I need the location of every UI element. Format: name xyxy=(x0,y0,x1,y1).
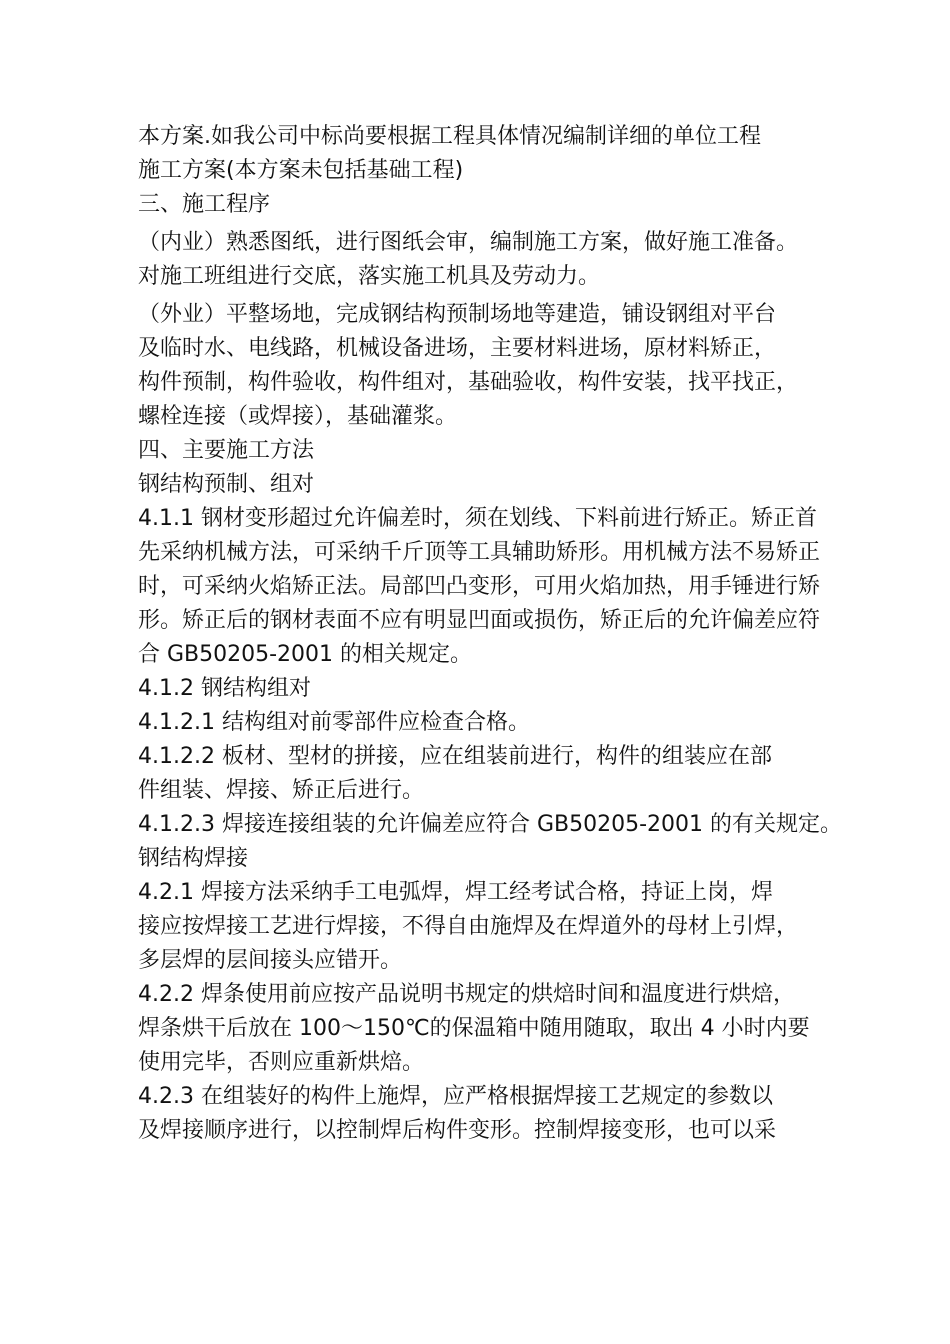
section-heading: 四、主要施工方法 xyxy=(138,438,315,463)
text-line: 焊条烘干后放在 100～150℃的保温箱中随用随取，取出 4 小时内要 xyxy=(138,1016,810,1041)
text-line: 及临时水、电线路，机械设备进场，主要材料进场，原材料矫正， xyxy=(138,336,777,361)
text-line: 本方案.如我公司中标尚要根据工程具体情况编制详细的单位工程 xyxy=(138,124,761,149)
text-line: 件组装、焊接、矫正后进行。 xyxy=(138,778,425,803)
text-line: 构件预制，构件验收，构件组对，基础验收，构件安装，找平找正， xyxy=(138,370,799,395)
text-line: 4.2.2 焊条使用前应按产品说明书规定的烘焙时间和温度进行烘焙， xyxy=(138,982,795,1007)
text-line: 使用完毕，否则应重新烘焙。 xyxy=(138,1050,425,1075)
text-line: 合 GB50205-2001 的相关规定。 xyxy=(138,642,473,667)
text-line: 4.1.1 钢材变形超过允许偏差时，须在划线、下料前进行矫正。矫正首 xyxy=(138,506,817,531)
text-line: （内业）熟悉图纸，进行图纸会审，编制施工方案，做好施工准备。 xyxy=(138,230,799,255)
text-line: 4.1.2 钢结构组对 xyxy=(138,676,311,701)
text-line: 施工方案(本方案未包括基础工程) xyxy=(138,158,464,183)
subsection-heading: 钢结构预制、组对 xyxy=(138,472,315,497)
text-line: 4.1.2.3 焊接连接组装的允许偏差应符合 GB50205-2001 的有关规定。 xyxy=(138,812,843,837)
text-line: 4.2.3 在组装好的构件上施焊，应严格根据焊接工艺规定的参数以 xyxy=(138,1084,773,1109)
text-line: 及焊接顺序进行，以控制焊后构件变形。控制焊接变形，也可以采 xyxy=(138,1118,777,1143)
text-line: 时，可采纳火焰矫正法。局部凹凸变形，可用火焰加热，用手锤进行矫 xyxy=(138,574,821,599)
text-line: 4.1.2.2 板材、型材的拼接，应在组装前进行，构件的组装应在部 xyxy=(138,744,772,769)
document-body xyxy=(138,120,850,1148)
text-line: 多层焊的层间接头应错开。 xyxy=(138,948,403,973)
section-heading: 三、施工程序 xyxy=(138,192,271,217)
text-line: （外业）平整场地，完成钢结构预制场地等建造，铺设钢组对平台 xyxy=(138,302,777,327)
text-line: 接应按焊接工艺进行焊接，不得自由施焊及在焊道外的母材上引焊， xyxy=(138,914,799,939)
text-line: 4.2.1 焊接方法采纳手工电弧焊，焊工经考试合格，持证上岗，焊 xyxy=(138,880,773,905)
subsection-heading: 钢结构焊接 xyxy=(138,846,249,871)
text-line: 形。矫正后的钢材表面不应有明显凹面或损伤，矫正后的允许偏差应符 xyxy=(138,608,821,633)
text-line: 先采纳机械方法，可采纳千斤顶等工具辅助矫形。用机械方法不易矫正 xyxy=(138,540,821,565)
text-line: 4.1.2.1 结构组对前零部件应检查合格。 xyxy=(138,710,530,735)
text-line: 螺栓连接（或焊接），基础灌浆。 xyxy=(138,404,458,429)
text-line: 对施工班组进行交底，落实施工机具及劳动力。 xyxy=(138,264,601,289)
